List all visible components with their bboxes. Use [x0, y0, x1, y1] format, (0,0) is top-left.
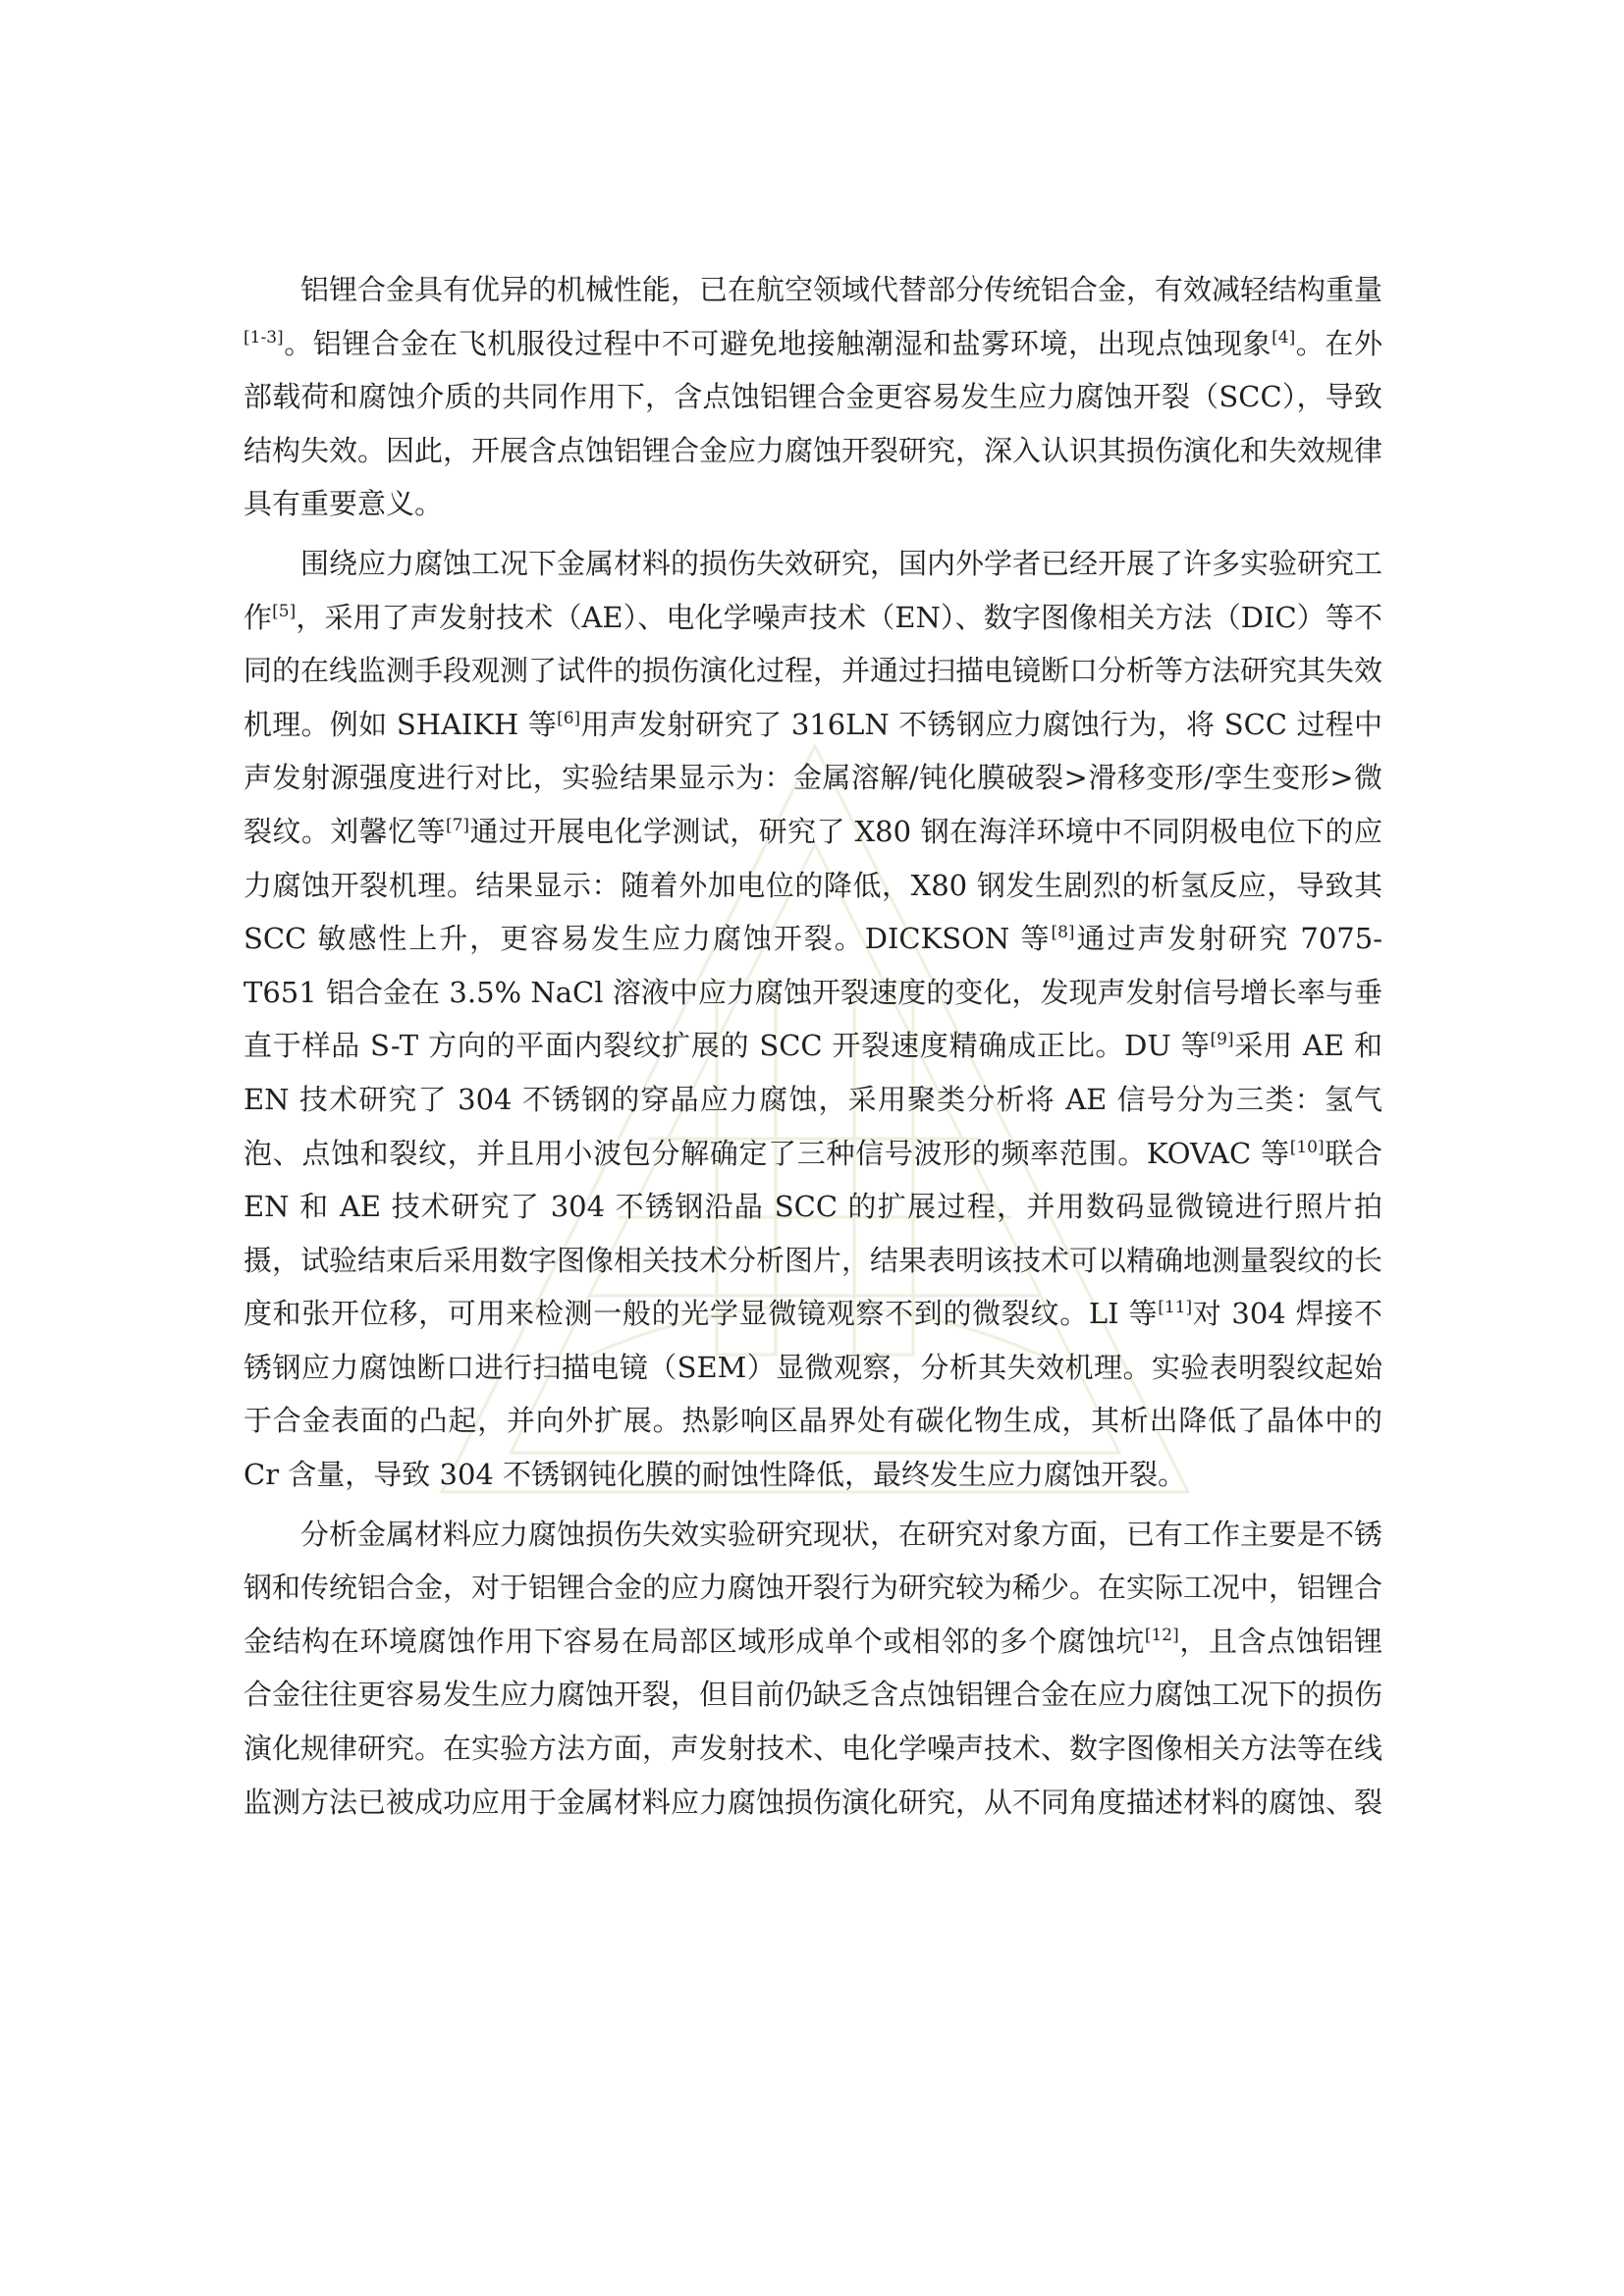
text-run: 采用 AE 和 EN 技术研究了 304 不锈钢的穿晶应力腐蚀，采用聚类分析将 AE 信号分为三类：氢气泡、点蚀和裂纹，并且用小波包分解确定了三种信号波形的频率范围。KOVAC 等 [244, 1029, 1382, 1170]
text-run: 联合 EN 和 AE 技术研究了 304 不锈钢沿晶 SCC 的扩展过程，并用数码显微镜进行照片拍摄，试验结束后采用数字图像相关技术分析图片，结果表明该技术可以精确地测量裂纹的长度和张开位移，可用来检测一般的光学显微镜观察不到的微裂纹。LI 等 [244, 1136, 1383, 1331]
text-run: 对 304 焊接不锈钢应力腐蚀断口进行扫描电镜（SEM）显微观察，分析其失效机理。实验表明裂纹起始于合金表面的凸起，并向外扩展。热影响区晶界处有碳化物生成，其析出降低了晶体中的 Cr 含量，导致 304 不锈钢钝化膜的耐蚀性降低，最终发生应力腐蚀开裂。 [244, 1297, 1382, 1492]
citation-ref: [1-3] [244, 327, 284, 347]
text-run: 围绕应力腐蚀工况下金属材料的损伤失效研究，国内外学者已经开展了许多实验研究工作 [244, 546, 1383, 634]
text-run: 。在外部载荷和腐蚀介质的共同作用下，含点蚀铝锂合金更容易发生应力腐蚀开裂（SCC），导致结构失效。因此，开展含点蚀铝锂合金应力腐蚀开裂研究，深入认识其损伤演化和失效规律具有重要意义。 [244, 326, 1383, 521]
citation-ref: [7] [445, 815, 470, 835]
text-run: 。铝锂合金在飞机服役过程中不可避免地接触潮湿和盐雾环境，出现点蚀现象 [283, 326, 1272, 360]
citation-ref: [6] [557, 708, 581, 728]
body-text [244, 263, 1382, 1829]
text-run: ，采用了声发射技术（AE）、电化学噪声技术（EN）、数字图像相关方法（DIC）等不同的在线监测手段观测了试件的损伤演化过程，并通过扫描电镜断口分析等方法研究其失效机理。例如 SHAIKH 等 [244, 600, 1383, 741]
text-run: 通过声发射研究 7075-T651 铝合金在 3.5% NaCl 溶液中应力腐蚀开裂速度的变化，发现声发射信号增长率与垂直于样品 S-T 方向的平面内裂纹扩展的 SCC 开裂速度精确成正比。DU 等 [244, 922, 1382, 1063]
paragraph [244, 263, 1382, 531]
text-run: 分析金属材料应力腐蚀损伤失效实验研究现状，在研究对象方面，已有工作主要是不锈钢和传统铝合金，对于铝锂合金的应力腐蚀开裂行为研究较为稀少。在实际工况中，铝锂合金结构在环境腐蚀作用下容易在局部区域形成单个或相邻的多个腐蚀坑 [244, 1517, 1383, 1658]
citation-ref: [10] [1289, 1137, 1325, 1157]
citation-ref: [8] [1051, 923, 1075, 943]
paragraph [244, 537, 1382, 1502]
text-run: 通过开展电化学测试，研究了 X80 钢在海洋环境中不同阴极电位下的应力腐蚀开裂机理。结果显示：随着外加电位的降低，X80 钢发生剧烈的析氢反应，导致其 SCC 敏感性上升，更容易发生应力腐蚀开裂。DICKSON 等 [244, 814, 1382, 956]
citation-ref: [4] [1272, 327, 1296, 347]
citation-ref: [11] [1158, 1298, 1193, 1318]
citation-ref: [9] [1210, 1030, 1234, 1050]
citation-ref: [5] [272, 601, 297, 621]
citation-ref: [12] [1144, 1625, 1179, 1645]
text-run: 用声发射研究了 316LN 不锈钢应力腐蚀行为，将 SCC 过程中声发射源强度进行对比，实验结果显示为：金属溶解/钝化膜破裂>滑移变形/孪生变形>微裂纹。刘馨忆等 [244, 707, 1382, 848]
text-run: ，且含点蚀铝锂合金往往更容易发生应力腐蚀开裂，但目前仍缺乏含点蚀铝锂合金在应力腐蚀工况下的损伤演化规律研究。在实验方法方面，声发射技术、电化学噪声技术、数字图像相关方法等在线监测方法已被成功应用于金属材料应力腐蚀损伤演化研究，从不同角度描述材料的腐蚀、裂 [244, 1624, 1383, 1819]
text-run: 铝锂合金具有优异的机械性能，已在航空领域代替部分传统铝合金，有效减轻结构重量 [300, 273, 1383, 306]
paragraph [244, 1508, 1382, 1830]
